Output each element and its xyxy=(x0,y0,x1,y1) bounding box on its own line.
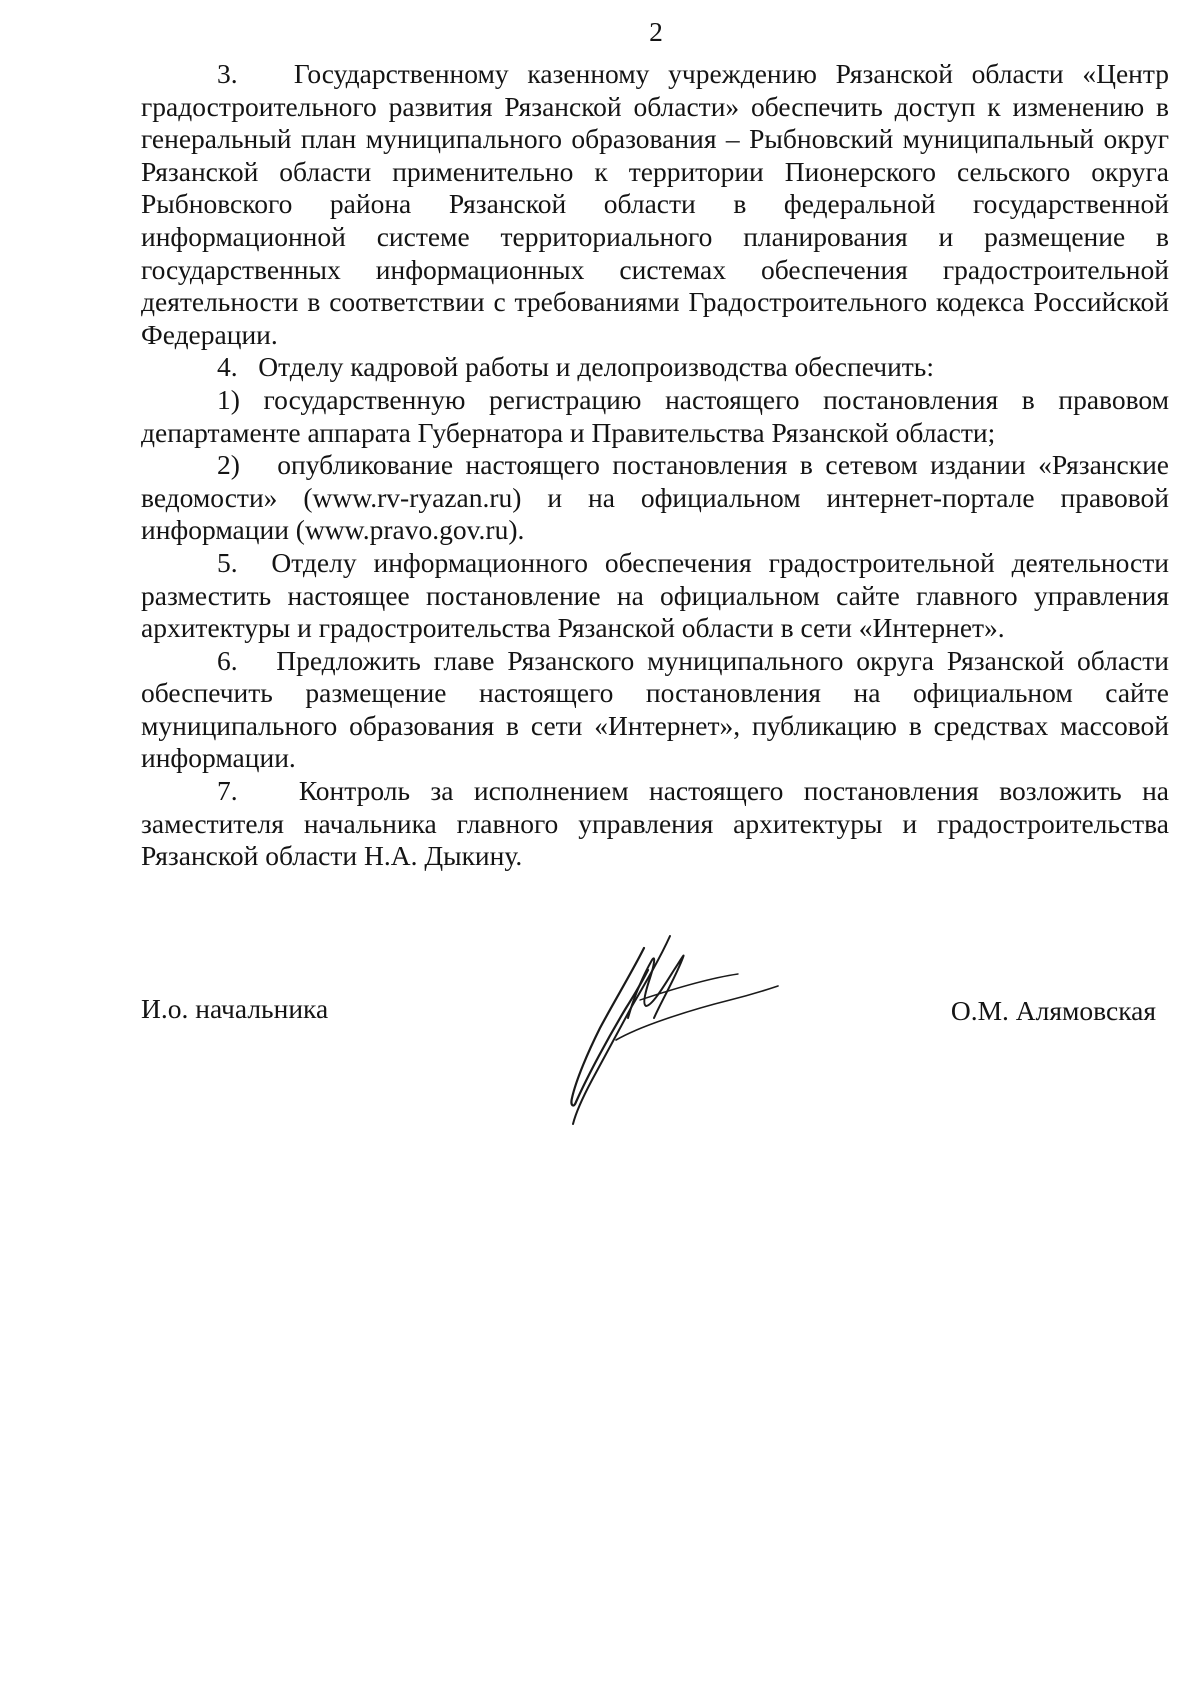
paragraph-item-4: 4. Отделу кадровой работы и делопроизводства обеспечить: xyxy=(217,351,934,383)
paragraph-subitem-4-2: 2) опубликование настоящего постановления в сетевом издании «Рязанские ведомости» (www.rv-ryazan.ru) и на официальном интернет-портале правовой информации (www.pravo.gov.ru). xyxy=(141,449,1169,546)
page-number: 2 xyxy=(649,16,663,47)
paragraph-item-6: 6. Предложить главе Рязанского муниципального округа Рязанской области обеспечить размещение настоящего постановления на официальном сайте муниципального образования в сети «Интернет», публикацию в средствах массовой информации. xyxy=(141,644,1169,774)
signatory-name: О.М. Алямовская xyxy=(950,995,1156,1026)
signatory-position: И.о. начальника xyxy=(141,993,329,1024)
document-body xyxy=(141,58,1169,873)
paragraph-item-3: 3. Государственному казенному учреждению Рязанской области «Центр градостроительного развития Рязанской области» обеспечить доступ к изменению в генеральный план муниципального образования – Рыбновский муниципальный округ Рязанской области применительно к территории Пионерского сельского округа Рыбновского района Рязанской области в федеральной государственной информационной системе территориального планирования и размещение в государственных информационных системах обеспечения градостроительной деятельности в соответствии с требованиями Градостроительного кодекса Российской Федерации. xyxy=(141,58,1169,350)
handwritten-signature xyxy=(570,930,800,1125)
paragraph-item-7: 7. Контроль за исполнением настоящего постановления возложить на заместителя начальника главного управления архитектуры и градостроительства Рязанской области Н.А. Дыкину. xyxy=(141,775,1169,872)
paragraph-subitem-4-1: 1) государственную регистрацию настоящего постановления в правовом департаменте аппарата Губернатора и Правительства Рязанской области; xyxy=(141,383,1169,448)
paragraph-item-5: 5. Отделу информационного обеспечения градостроительной деятельности разместить настоящее постановление на официальном сайте главного управления архитектуры и градостроительства Рязанской области в сети «Интернет». xyxy=(141,546,1169,644)
